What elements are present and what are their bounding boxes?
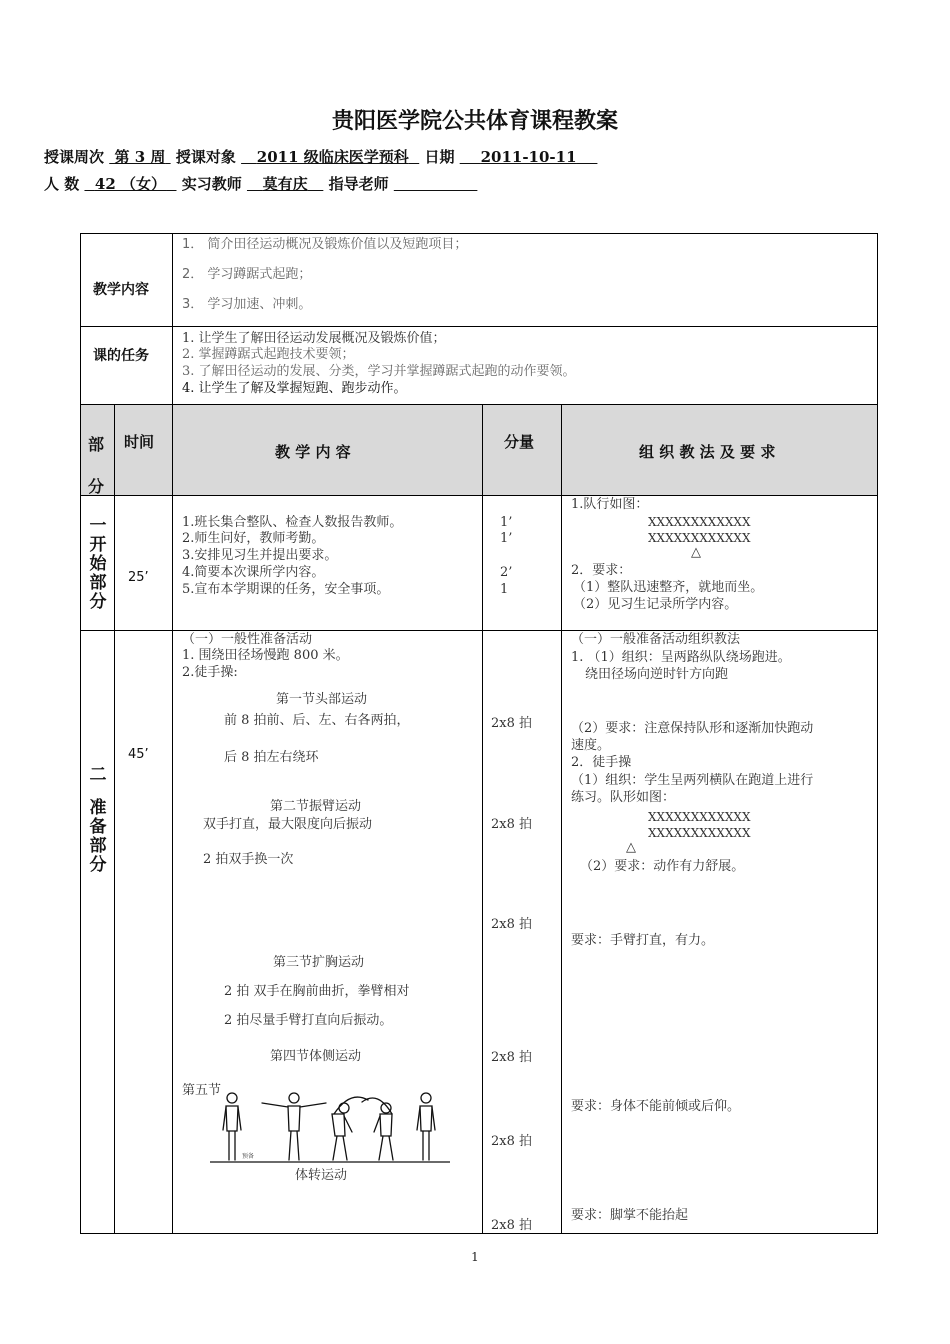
part1-time: 25’: [128, 570, 149, 585]
header-part-bottom: 分: [88, 477, 105, 496]
part2-req-body: 要求：身体不能前倾或后仰。: [571, 1099, 741, 1114]
part1-amount: 1: [500, 582, 509, 597]
header-content: 教 学 内 容: [275, 443, 351, 461]
content-item-2: 2． 学习蹲踞式起跑；: [182, 267, 312, 282]
count-label: 人 数: [44, 175, 80, 193]
part1-content-item: 1.班长集合整队、检查人数报告教师。: [182, 515, 403, 530]
target-label: 授课对象: [175, 148, 236, 166]
figure-caption: 预备: [242, 1153, 255, 1160]
section-1-title: 第一节头部运动: [276, 692, 368, 707]
content-section-label: 教学内容: [93, 282, 149, 298]
part2-method-line: 练习。队形如图：: [571, 790, 676, 805]
part2-general-title: （一）一般性准备活动: [182, 632, 313, 647]
teacher-triangle-icon: △: [626, 840, 636, 855]
part2-amount: 2x8 拍: [491, 716, 533, 731]
part1-content-item: 5.宣布本学期课的任务，安全事项。: [182, 582, 390, 597]
part1-content-item: 2.师生问好，教师考勤。: [182, 531, 325, 546]
part2-formation-row: XXXXXXXXXXXX: [648, 826, 751, 840]
section-5-subtitle: 体转运动: [295, 1168, 348, 1183]
part1-req-item: （2）见习生记录所学内容。: [573, 597, 738, 612]
col-divider: [561, 404, 562, 1234]
part1-amount: 1’: [500, 515, 513, 530]
section-2-line: 2 拍双手换一次: [203, 852, 294, 867]
part2-method-line: 速度。: [571, 738, 611, 753]
part2-method-title: （一）一般准备活动组织教法: [571, 632, 741, 647]
section-3-title: 第三节扩胸运动: [273, 955, 365, 970]
week-value: 第 3 周: [114, 148, 166, 166]
section-3-line: 2 拍 双手在胸前曲折，拳臂相对: [224, 984, 410, 999]
figure-arms-out-icon: [262, 1093, 326, 1160]
task-item-4: 4. 让学生了解及掌握短跑、跑步动作。: [182, 381, 407, 396]
header-line-1: [44, 146, 597, 167]
header-method: 组 织 教 法 及 要 求: [639, 443, 776, 461]
teacher-triangle-icon: △: [691, 545, 701, 560]
section-2-line: 双手打直，最大限度向后振动: [203, 817, 373, 832]
part2-time: 45’: [128, 747, 149, 762]
part2-item-2: 2.徒手操:: [182, 665, 238, 680]
content-item-3: 3． 学习加速、冲刺。: [182, 297, 312, 312]
row-divider: [80, 495, 878, 496]
part2-item-1: 1. 围绕田径场慢跑 800 米。: [182, 648, 349, 663]
page-title: 贵阳医学院公共体育课程教案: [331, 109, 618, 134]
section-1-line: 后 8 拍左右绕环: [224, 750, 319, 765]
part2-formation-row: XXXXXXXXXXXX: [648, 810, 751, 824]
date-label: 日期: [424, 148, 455, 166]
section-2-title: 第二节振臂运动: [270, 799, 362, 814]
figure-standing-icon: [223, 1093, 241, 1160]
part2-method-line: （1）组织：学生呈两列横队在跑道上进行: [571, 773, 814, 788]
section-1-line: 前 8 拍前、后、左、右各两拍，: [224, 713, 410, 728]
figure-side-bend-icon: [332, 1097, 368, 1160]
advisor-label: 指导老师: [328, 175, 389, 193]
part2-method-line: 2．徒手操: [571, 755, 632, 770]
content-item-1: 1． 简介田径运动概况及锻炼价值以及短跑项目；: [182, 237, 468, 252]
part2-amount: 2x8 拍: [491, 1134, 533, 1149]
part2-amount: 2x8 拍: [491, 917, 533, 932]
part1-amount: 1’: [500, 531, 513, 546]
part2-method-line: 绕田径场向逆时针方向跑: [585, 667, 729, 682]
section-4-title: 第四节体侧运动: [270, 1049, 362, 1064]
page-number: 1: [471, 1250, 479, 1264]
row-divider: [80, 630, 878, 631]
teacher-value: 莫有庆: [262, 175, 308, 193]
advisor-value: [394, 175, 478, 193]
col-divider: [482, 404, 483, 1234]
col-divider: [172, 233, 173, 1234]
task-item-1: 1. 让学生了解田径运动发展概况及锻炼价值；: [182, 331, 446, 346]
date-value: 2011-10-11: [480, 148, 577, 166]
part1-formation-row: XXXXXXXXXXXX: [648, 531, 751, 545]
week-label: 授课周次: [44, 148, 105, 166]
part1-content-item: 3.安排见习生并提出要求。: [182, 548, 338, 563]
section-5-title: 第五节: [182, 1083, 222, 1098]
header-amount: 分量: [504, 433, 535, 451]
target-value: 2011 级临床医学预科: [256, 148, 409, 166]
row-divider: [80, 404, 878, 405]
part1-formation-row: XXXXXXXXXXXX: [648, 515, 751, 529]
header-part-top: 部: [88, 435, 105, 454]
part2-req-feet: 要求：脚掌不能抬起: [571, 1208, 689, 1223]
row-divider: [80, 326, 878, 327]
part2-amount: 2x8 拍: [491, 1218, 533, 1233]
part1-req-item: （1）整队迅速整齐，就地而坐。: [573, 580, 764, 595]
part1-req-title: 2．要求：: [571, 563, 632, 578]
task-item-2: 2. 掌握蹲踞式起跑技术要领；: [182, 347, 355, 362]
part2-req-arm: 要求：手臂打直，有力。: [571, 933, 715, 948]
task-section-label: 课的任务: [93, 348, 149, 364]
section-3-line: 2 拍尽量手臂打直向后振动。: [224, 1013, 393, 1028]
figure-side-bend-right-icon: [362, 1098, 393, 1160]
count-value: 42 （女）: [94, 175, 167, 193]
col-divider: [114, 404, 115, 1234]
exercise-figure-illustration: [210, 1086, 450, 1166]
part2-method-line: 1. （1）组织：呈两路纵队绕场跑进。: [571, 650, 791, 665]
part1-label: 一 开 始 部 分: [89, 516, 107, 612]
part2-amount: 2x8 拍: [491, 1050, 533, 1065]
part1-amount: 2’: [500, 565, 513, 580]
figure-standing-end-icon: [417, 1093, 435, 1160]
part1-content-item: 4.简要本次课所学内容。: [182, 565, 325, 580]
part2-amount: 2x8 拍: [491, 817, 533, 832]
header-line-2: [44, 173, 477, 194]
part1-formation-title: 1.队行如图：: [571, 497, 649, 512]
teacher-label: 实习教师: [181, 175, 242, 193]
task-item-3: 3. 了解田径运动的发展、分类，学习并掌握蹲踞式起跑的动作要领。: [182, 364, 576, 379]
header-time: 时间: [124, 433, 155, 451]
part2-label: 二 准 备 部 分: [89, 765, 107, 875]
part2-method-line: （2）要求：注意保持队形和逐渐加快跑动: [571, 721, 814, 736]
part2-method-line: （2）要求：动作有力舒展。: [580, 859, 745, 874]
